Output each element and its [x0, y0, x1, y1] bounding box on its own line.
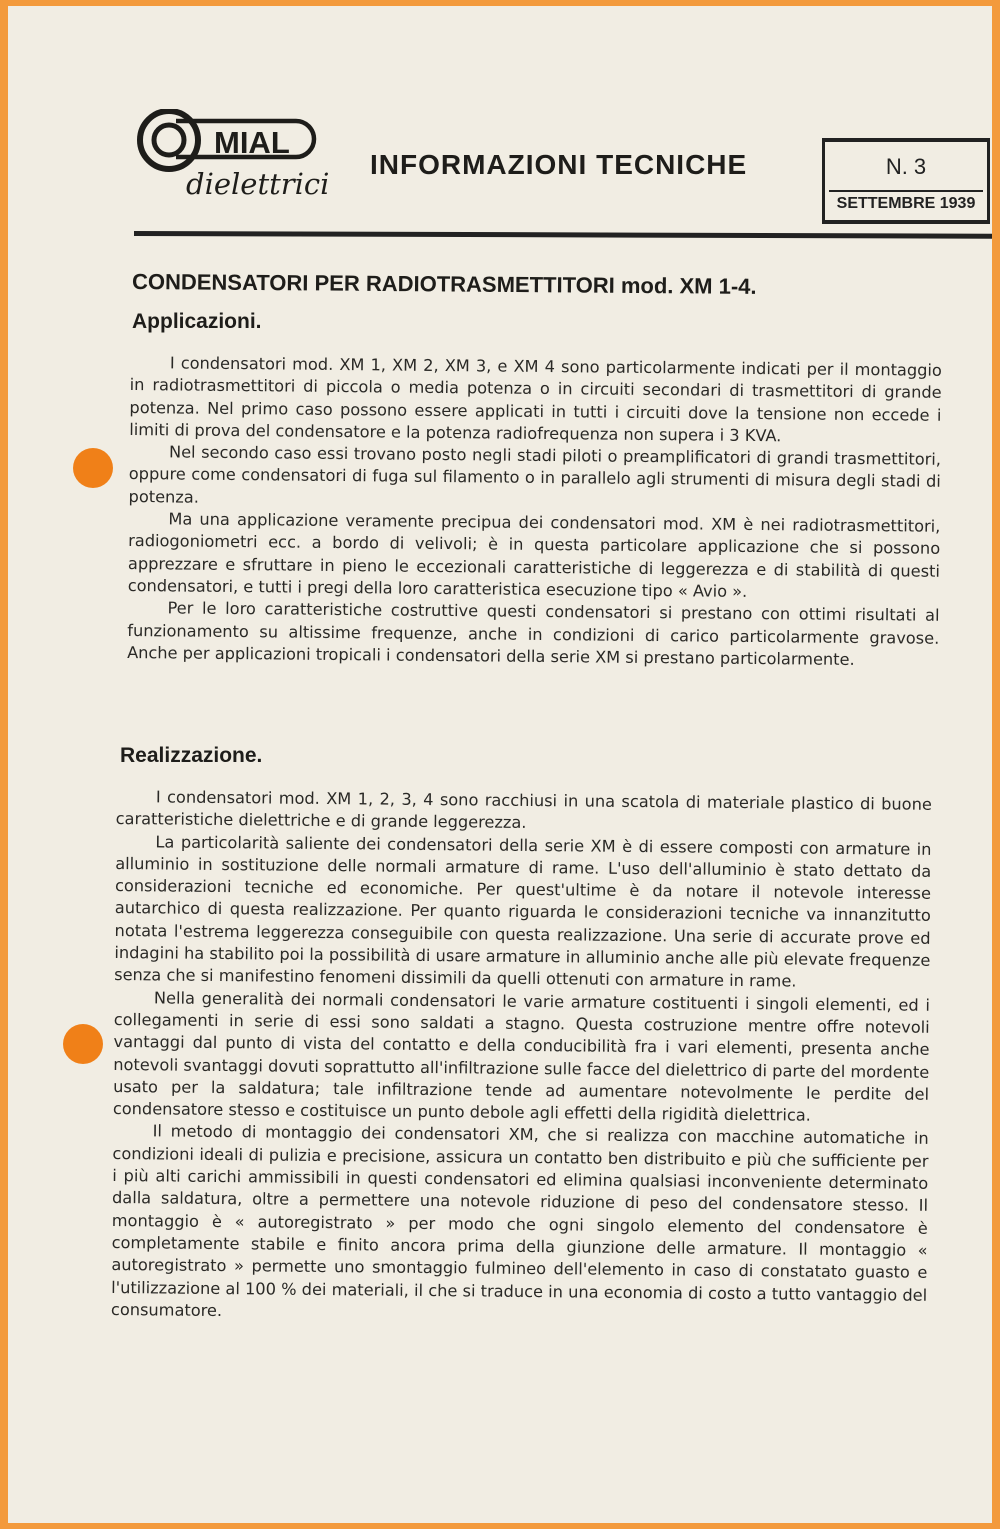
mial-logo-icon [136, 109, 336, 204]
paragraph: Nella generalità dei normali condensatori le varie armature costituenti i singoli elementi, ed i collegamenti in serie di essi sono saldati a stagno. Questa costruzione mentre offre notevoli vantaggi dal punto di vista del contatto e della conducibilità fra i vari elementi, presenta anche notevoli svantaggi dovuti soprattutto all'infiltrazione sulle facce del dielettrico di parte del mordente usato per la saldatura; tale infiltrazione tende ad aumentare notevolmente le perdite del condensatore stesso e costituisce un punto debole agli effetti della rigidità dielettrica. [112, 988, 931, 1125]
section-heading-realizzazione: Realizzazione. [120, 744, 263, 767]
paragraph: Il metodo di montaggio dei condensatori XM, che si realizza con macchine automatiche in condizioni ideali di pulizia e precisione, assicura un contatto ben distribuito e più che sufficiente per i più alti carichi ammissibili in questi condensatori ed elimina qualsiasi inconveniente determinato dalla saldatura, oltre a permettere una notevole riduzione di peso del condensatore stesso. Il montaggio è « autoregistrato » per modo che ogni singolo elemento del condensatore è completamente stabile e finito ancora prima della giunzione delle armature. Il montaggio « autoregistrato » permette uno smontaggio fulmineo dell'elemento in caso di constatato guasto e l'utilizzazione al 100 % dei materiali, il che si traduce in una economia di costo a tutto vantaggio del consumatore. [110, 1121, 929, 1320]
punch-hole [63, 1024, 103, 1064]
svg-text:dielettrici: dielettrici [186, 167, 330, 201]
issue-number: N. 3 [885, 154, 927, 179]
issue-box [822, 138, 990, 224]
paragraph: I condensatori mod. XM 1, 2, 3, 4 sono racchiusi in una scatola di materiale plastico di buone caratteristiche dielettriche e di grande leggerezza. [115, 787, 932, 833]
mial-logo [136, 109, 336, 204]
paragraph: La particolarità saliente dei condensatori della serie XM è di essere composti con armature in alluminio in sostituzione delle normali armature di rame. L'uso dell'alluminio è stato dettato da considerazioni tecniche ed economiche. Per quest'ultime è da notare il notevole interesse autarchico di questa realizzazione. Per quanto riguarda le considerazioni tecniche va innanzitutto notata l'estrema leggerezza conseguibile con questa realizzazione. Una serie di accurate prove ed indagini ha stabilito poi la possibilità di usare armature in alluminio anche alle più elevate frequenze senza che si manifestino fenomeni dissimili da quelli ottenuti con armature in rame. [114, 831, 932, 991]
paragraph: I condensatori mod. XM 1, XM 2, XM 3, e XM 4 sono particolarmente indicati per il montaggio in radiotrasmettitori di piccola o media potenza o in circuiti secondari di trasmettitori di grande potenza. Nel primo caso possono essere applicati in tutti i circuiti dove la tensione non eccede i limiti di prova del condensatore e la potenza radiofrequenza non supera i 3 KVA. [129, 353, 942, 446]
section-body-applicazioni [127, 352, 942, 672]
document-page [8, 6, 992, 1523]
paragraph: Per le loro caratteristiche costruttive questi condensatori si prestano con ottimi risultati al funzionamento su altissime frequenze, anche in condizioni di carico particolarmente gravose. Anche per applicazioni tropicali i condensatori della serie XM si prestano particolarmente. [127, 598, 940, 669]
header-divider [134, 231, 992, 239]
punch-hole [73, 448, 113, 488]
header-title: INFORMAZIONI TECNICHE [370, 149, 748, 180]
issue-date: SETTEMBRE 1939 [829, 190, 983, 213]
article-title: CONDENSATORI PER RADIOTRASMETTITORI mod. XM 1-4. [131, 269, 757, 299]
section-heading-applicazioni: Applicazioni. [132, 310, 262, 333]
paragraph: Nel secondo caso essi trovano posto negli stadi piloti o preamplificatori di grandi trasmettitori, oppure come condensatori di fuga sul filamento o in parallelo agli strumenti di misura degli stadi di potenza. [128, 442, 942, 507]
svg-text:MIAL: MIAL [214, 125, 290, 160]
paragraph: Ma una applicazione veramente precipua dei condensatori mod. XM è nei radiotrasmettitori, radiogoniometri ecc. a bordo di velivoli; è in questa particolare applicazione che si possono apprezzare e sfruttare in pieno le eccezionali caratteristiche di leggerezza e di stabilità di questi condensatori, e tutti i pregi della loro caratteristica esecuzione tipo « Avio ». [127, 509, 941, 601]
section-body-realizzazione [111, 786, 932, 1329]
